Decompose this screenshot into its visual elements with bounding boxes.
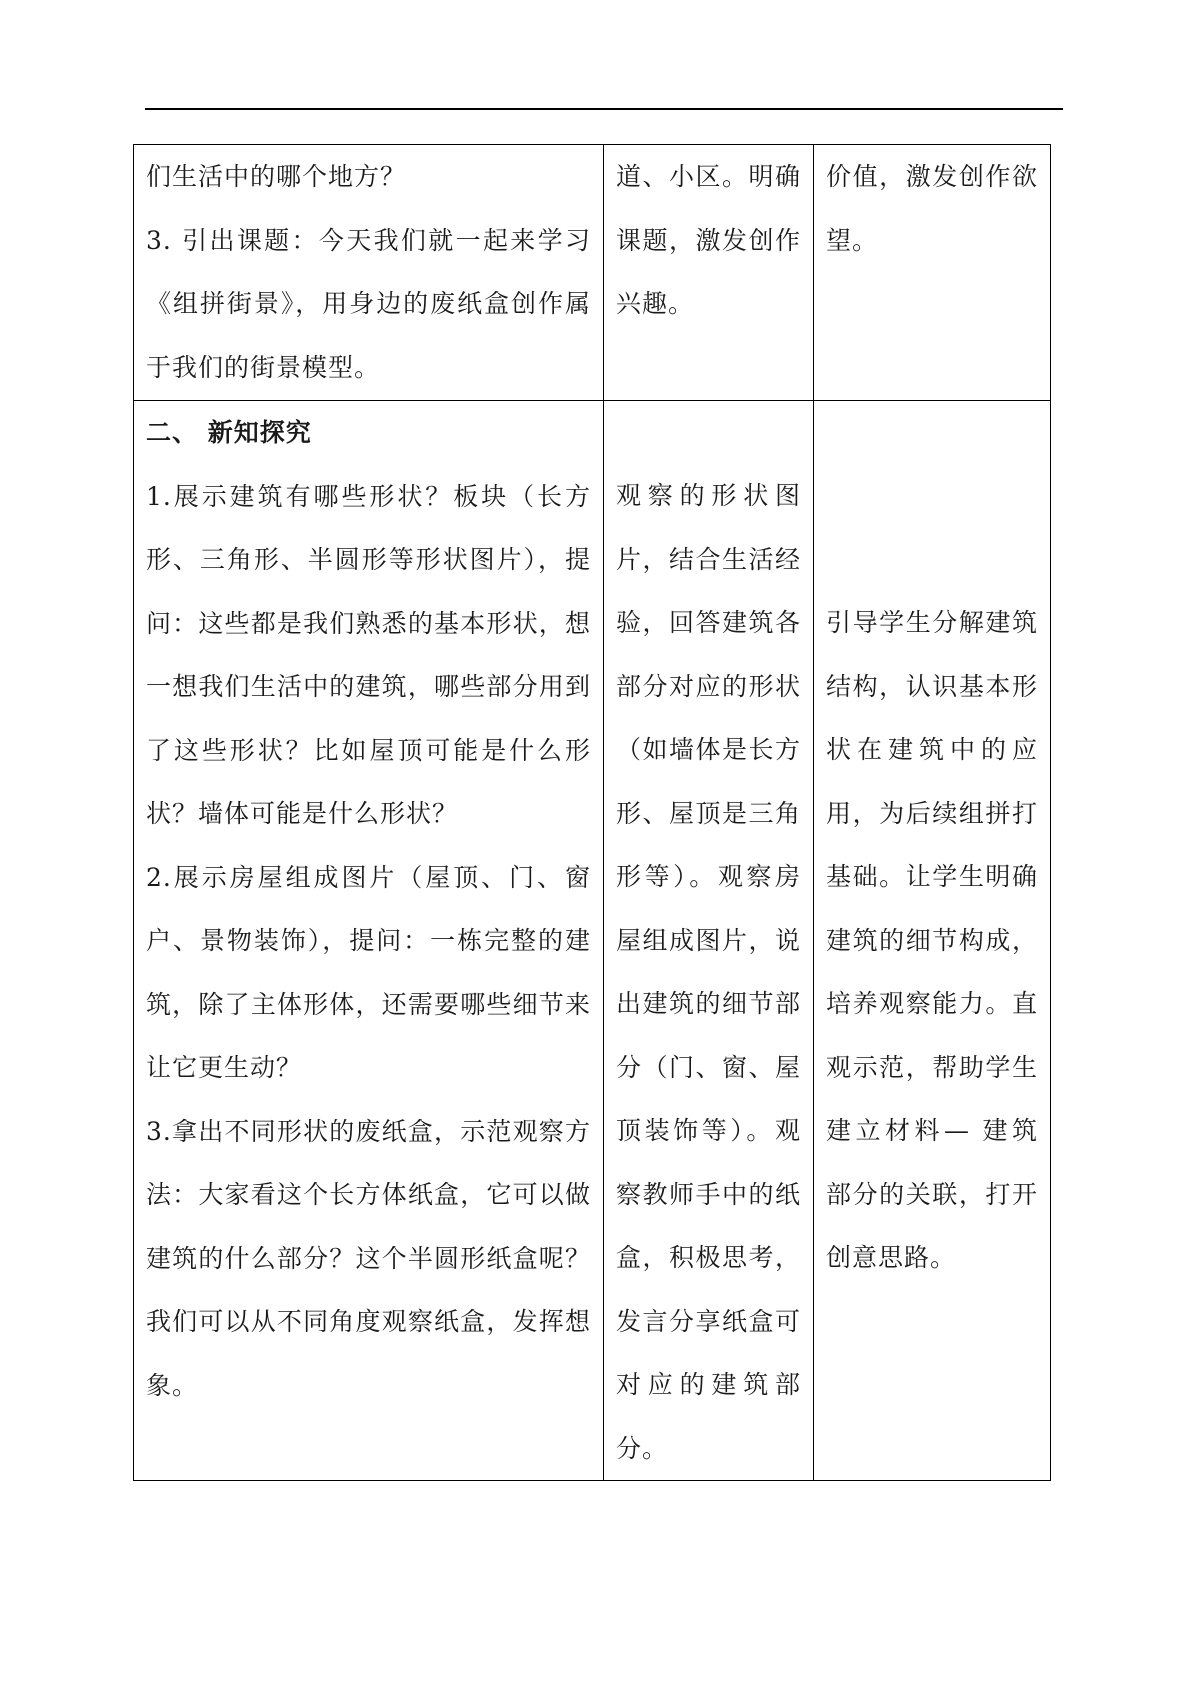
section-title: 二、 新知探究 xyxy=(146,418,312,447)
design-intent-cell xyxy=(814,401,1051,1481)
paragraph: 3.拿出不同形状的废纸盒，示范观察方法：大家看这个长方体纸盒，它可以做建筑的什么部分？这个半圆形纸盒呢？我们可以从不同角度观察纸盒，发挥想象。 xyxy=(146,1116,591,1400)
paragraph: 1.展示建筑有哪些形状？板块（长方形、三角形、半圆形等形状图片），提问：这些都是我们熟悉的基本形状，想一想我们生活中的建筑，哪些部分用到了这些形状？比如屋顶可能是什么形状？墙体可能是什么形状？ xyxy=(146,481,591,828)
student-activity-text: 道、小区。明确课题，激发创作兴趣。 xyxy=(616,162,801,318)
table-row xyxy=(134,145,1051,401)
lesson-plan-table xyxy=(133,144,1051,1481)
student-activity-cell xyxy=(604,401,814,1481)
design-intent-text: 引导学生分解建筑结构，认识基本形状在建筑中的应用，为后续组拼打基础。让学生明确建筑的细节构成，培养观察能力。直观示范，帮助学生建立材料— 建筑部分的关联，打开创意思路。 xyxy=(826,608,1038,1272)
teacher-activity-cell xyxy=(134,401,604,1481)
paragraph: 们生活中的哪个地方？ xyxy=(146,162,407,191)
design-intent-cell xyxy=(814,145,1051,401)
paragraph: 2.展示房屋组成图片（屋顶、门、窗户、景物装饰），提问：一栋完整的建筑，除了主体形体，还需要哪些细节来让它更生动？ xyxy=(146,862,591,1082)
teacher-activity-cell xyxy=(134,145,604,401)
design-intent-text: 价值，激发创作欲望。 xyxy=(826,162,1038,255)
table-row xyxy=(134,401,1051,1481)
paragraph: 3. 引出课题：今天我们就一起来学习《组拼街景》，用身边的废纸盒创作属于我们的街景模型。 xyxy=(146,225,591,382)
student-activity-text: 观察的形状图片，结合生活经验，回答建筑各部分对应的形状（如墙体是长方形、屋顶是三角形等）。观察房屋组成图片，说出建筑的细节部分（门、窗、屋顶装饰等）。观察教师手中的纸盒，积极思考，发言分享纸盒可对应的建筑部分。 xyxy=(616,481,801,1463)
student-activity-cell xyxy=(604,145,814,401)
header-rule xyxy=(145,108,1063,110)
